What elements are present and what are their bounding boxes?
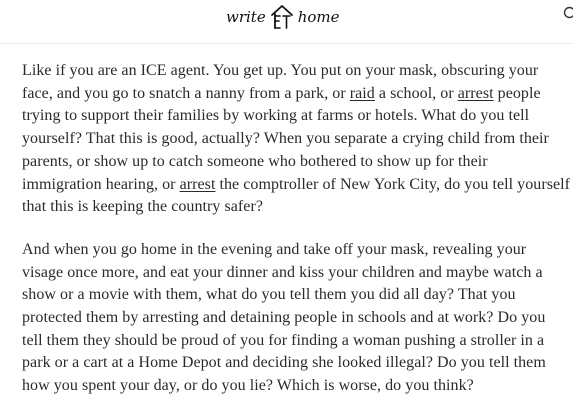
article-paragraph — [22, 60, 570, 219]
paragraph-text: And when you go home in the evening and take off your mask, revealing your visage once more, and eat your dinner and kiss your children and maybe watch a show or a movie with them, what do you tell them you did all day? That you protected them by arresting and detaining people in schools and at work? Do you tell them they should be proud of you for finding a woman pushing a stroller in a park or a cart at a Home Depot and deciding she looked illegal? Do you tell them how you spent your day, or do you lie? Which is worse, do you think? — [22, 240, 546, 395]
site-header — [0, 0, 573, 44]
site-logo[interactable] — [226, 2, 340, 32]
house-icon — [269, 3, 295, 31]
paragraph-text: Like if you are an ICE agent. You get up. You put on your mask, obscuring your face, and you go to snatch a nanny from a park, or — [22, 62, 539, 102]
article-body — [22, 60, 570, 401]
inline-link[interactable]: arrest — [457, 84, 494, 102]
search-icon[interactable] — [563, 6, 573, 22]
paragraph-text: people trying to support their families by working at farms or hotels. What do you tell yourself? That this is good, actually? When you separate a crying child from their parents, or show up to catch someone who bothered to show up for their immigration hearing, or — [22, 84, 549, 193]
paragraph-text: the comptroller of New York City, do you tell yourself that this is keeping the country safer? — [22, 175, 571, 216]
logo-home-text: home — [297, 8, 340, 26]
paragraph-text: a school, or — [374, 84, 458, 102]
inline-link[interactable]: raid — [349, 84, 375, 102]
inline-link[interactable]: arrest — [179, 175, 216, 193]
logo-write-text: write — [226, 8, 266, 26]
article-paragraph — [22, 239, 570, 398]
